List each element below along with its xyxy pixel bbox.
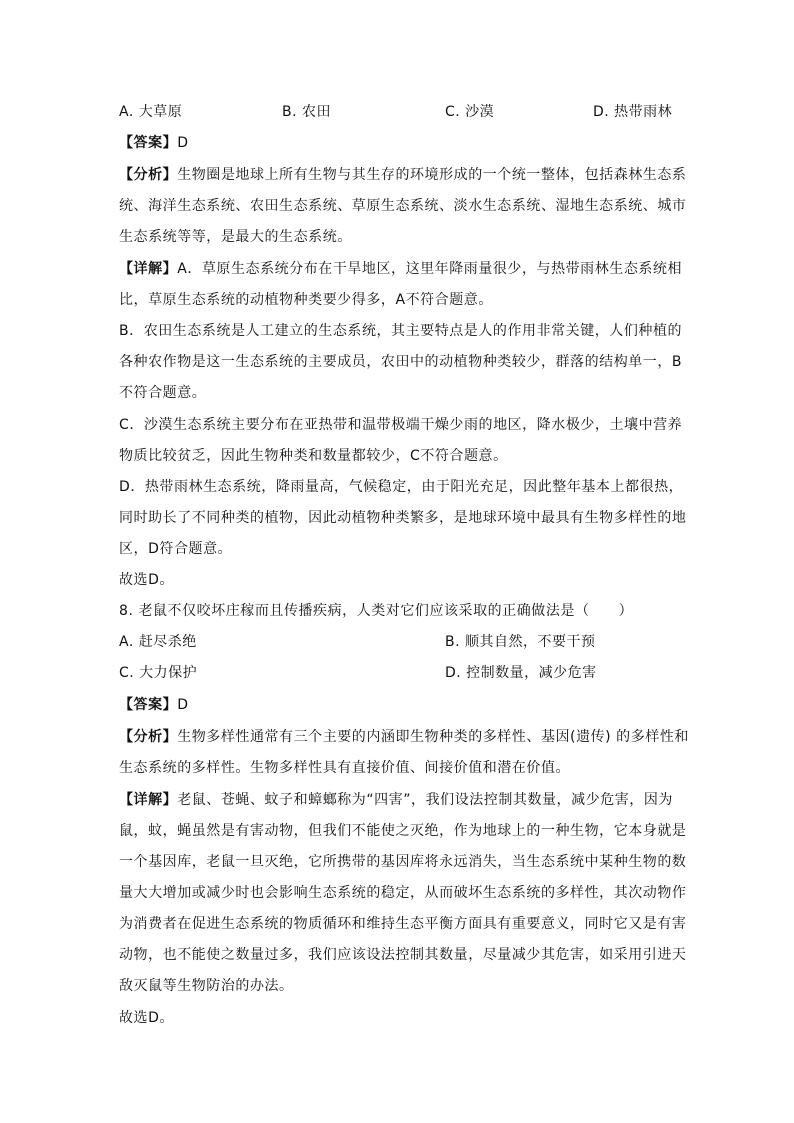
q7-detail-line: 各种农作物是这一生态系统的主要成员，农田中的动植物种类较少，群落的结构单一，B — [119, 354, 683, 370]
q8-analysis-line: 生态系统的多样性。生物多样性具有直接价值、间接价值和潜在价值。 — [119, 760, 571, 776]
q7-analysis-line: 生态系统等等，是最大的生态系统。 — [119, 229, 352, 245]
detail-text: 老鼠、苍蝇、蚊子和蟑螂称为“四害”，我们设法控制其数量，减少危害，因为 — [177, 792, 673, 808]
answer-value: D — [177, 697, 189, 713]
q7-detail-line: 不符合题意。 — [119, 385, 207, 401]
analysis-tag: 【分析】 — [119, 729, 178, 745]
answer-tag: 【答案】 — [119, 135, 178, 151]
q7-analysis-line — [119, 165, 687, 185]
q8-option-d: D. 控制数量，减少危害 — [445, 665, 597, 681]
q8-option-b: B. 顺其自然，不要干预 — [445, 634, 596, 650]
q7-option-c: C. 沙漠 — [445, 104, 495, 120]
answer-tag: 【答案】 — [119, 697, 178, 713]
answer-value: D — [177, 135, 189, 151]
q7-detail-line: 物质比较贫乏，因此生物种类和数量都较少，C不符合题意。 — [119, 448, 508, 464]
q8-detail-line — [119, 790, 679, 810]
q8-answer — [119, 695, 679, 715]
q8-detail-line: 鼠，蚊，蝇虽然是有害动物，但我们不能使之灭绝，作为地球上的一种生物，它本身就是 — [119, 823, 687, 839]
q8-analysis-line — [119, 727, 689, 747]
q7-answer — [119, 133, 679, 153]
detail-tag: 【详解】 — [119, 792, 178, 808]
q8-question: 8. 老鼠不仅咬坏庄稼而且传播疾病，人类对它们应该采取的正确做法是（ ） — [119, 603, 634, 619]
q8-detail-line: 量大大增加或减少时也会影响生态系统的稳定，从而破坏生态系统的多样性，其次动物作 — [119, 885, 687, 901]
q8-option-c: C. 大力保护 — [119, 665, 198, 681]
q7-analysis-line: 统、海洋生态系统、农田生态系统、草原生态系统、淡水生态系统、湿地生态系统、城市 — [119, 198, 687, 214]
q7-option-b: B. 农田 — [282, 104, 332, 120]
q7-conclusion: 故选D。 — [119, 572, 174, 588]
q8-conclusion: 故选D。 — [119, 1010, 174, 1026]
q8-detail-line: 一个基因库，老鼠一旦灭绝，它所携带的基因库将永远消失，当生态系统中某种生物的数 — [119, 854, 687, 870]
q7-detail-line: 比，草原生态系统的动植物种类要少得多，A不符合题意。 — [119, 292, 493, 308]
detail-text: A．草原生态系统分布在干旱地区，这里年降雨量很少，与热带雨林生态系统相 — [177, 261, 683, 277]
q8-detail-line: 动物，也不能使之数量过多，我们应该设法控制其数量，尽量减少其危害，如采用引进天 — [119, 947, 687, 963]
q7-option-a: A. 大草原 — [119, 104, 183, 120]
detail-tag: 【详解】 — [119, 261, 178, 277]
analysis-text: 生物多样性通常有三个主要的内涵即生物种类的多样性、基因(遗传) 的多样性和 — [177, 729, 689, 745]
q7-detail-line: B．农田生态系统是人工建立的生态系统，其主要特点是人的作用非常关键，人们种植的 — [119, 323, 683, 339]
q7-detail-line: 同时助长了不同种类的植物，因此动植物种类繁多，是地球环境中最具有生物多样性的地 — [119, 510, 687, 526]
analysis-text: 生物圈是地球上所有生物与其生存的环境形成的一个统一整体，包括森林生态系 — [177, 167, 687, 183]
q8-detail-line: 为消费者在促进生态系统的物质循环和维持生态平衡方面具有重要意义，同时它又是有害 — [119, 916, 687, 932]
q7-detail-line: C．沙漠生态系统主要分布在亚热带和温带极端干燥少雨的地区，降水极少，土壤中营养 — [119, 417, 683, 433]
q7-detail-line: 区，D符合题意。 — [119, 541, 233, 557]
q7-option-d: D. 热带雨林 — [593, 104, 673, 120]
q8-option-a: A. 赶尽杀绝 — [119, 634, 197, 650]
q7-detail-line: D．热带雨林生态系统，降雨量高，气候稳定，由于阳光充足，因此整年基本上都很热， — [119, 479, 684, 495]
analysis-tag: 【分析】 — [119, 167, 178, 183]
q7-detail-line — [119, 259, 683, 279]
q8-detail-line: 敌灭鼠等生物防治的办法。 — [119, 978, 294, 994]
